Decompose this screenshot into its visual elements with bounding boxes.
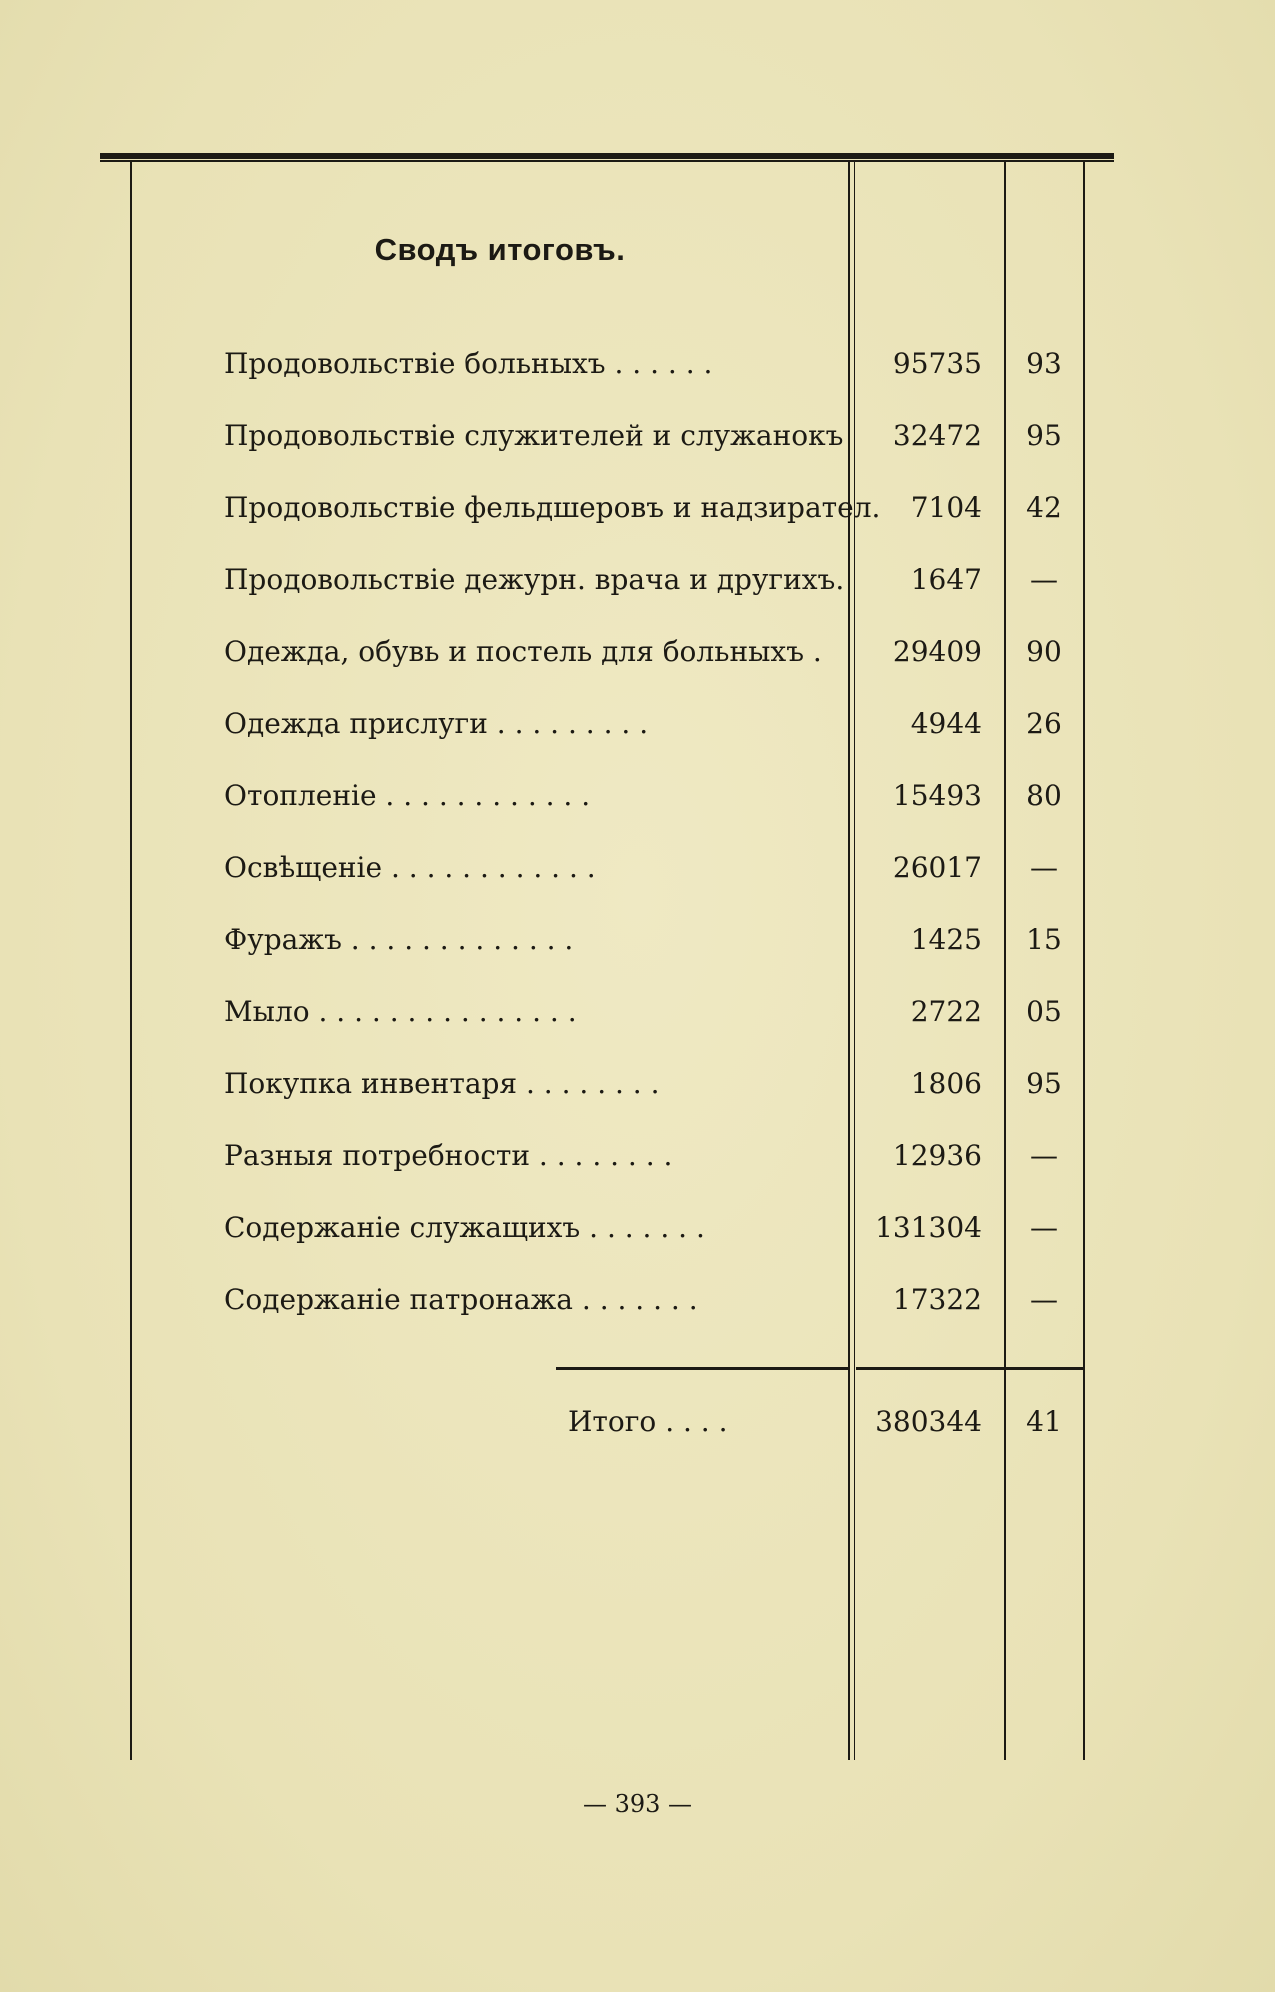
table-row [0, 414, 1275, 458]
total-label: Итого . . . . [568, 1405, 728, 1438]
table-row [0, 342, 1275, 386]
row-label: Отопленіе . . . . . . . . . . . . [224, 779, 591, 812]
row-kopeks: 80 [1026, 779, 1062, 812]
row-kopeks: 95 [1026, 419, 1062, 452]
row-label: Фуражъ . . . . . . . . . . . . . [224, 923, 574, 956]
row-kopeks: — [1030, 1283, 1058, 1316]
row-label: Продовольствіе фельдшеровъ и надзирател. [224, 491, 881, 524]
row-label: Продовольствіе дежурн. врача и другихъ. [224, 563, 845, 596]
total-rule-rubles [556, 1367, 848, 1370]
row-label: Покупка инвентаря . . . . . . . . [224, 1067, 660, 1100]
row-kopeks: — [1030, 1211, 1058, 1244]
row-rubles: 4944 [910, 707, 982, 740]
table-row [0, 486, 1275, 530]
row-kopeks: — [1030, 1139, 1058, 1172]
table-row [0, 702, 1275, 746]
row-rubles: 95735 [892, 347, 982, 380]
table-row [0, 1134, 1275, 1178]
table-row [0, 774, 1275, 818]
table-row [0, 918, 1275, 962]
table-row [0, 558, 1275, 602]
row-label: Содержаніе служащихъ . . . . . . . [224, 1211, 705, 1244]
row-kopeks: 95 [1026, 1067, 1062, 1100]
row-rubles: 15493 [892, 779, 982, 812]
row-rubles: 26017 [892, 851, 982, 884]
table-row [0, 846, 1275, 890]
row-rubles: 1425 [910, 923, 982, 956]
table-row [0, 1278, 1275, 1322]
total-rule-rubles-cell [856, 1367, 1004, 1370]
row-kopeks: — [1030, 563, 1058, 596]
row-label: Продовольствіе больныхъ . . . . . . [224, 347, 713, 380]
row-kopeks: 15 [1026, 923, 1062, 956]
row-label: Освѣщеніе . . . . . . . . . . . . [224, 851, 596, 884]
row-label: Содержаніе патронажа . . . . . . . [224, 1283, 698, 1316]
row-kopeks: 93 [1026, 347, 1062, 380]
row-rubles: 1806 [910, 1067, 982, 1100]
table-top-rule [100, 153, 1114, 162]
table-row [0, 1206, 1275, 1250]
row-kopeks: 26 [1026, 707, 1062, 740]
row-label: Одежда прислуги . . . . . . . . . [224, 707, 649, 740]
table-row [0, 630, 1275, 674]
total-rule-kopeks [1006, 1367, 1083, 1370]
table-row [0, 990, 1275, 1034]
row-rubles: 7104 [910, 491, 982, 524]
row-rubles: 29409 [892, 635, 982, 668]
row-rubles: 131304 [875, 1211, 982, 1244]
row-kopeks: 42 [1026, 491, 1062, 524]
total-row [0, 1400, 1275, 1444]
page-number: — 393 — [582, 1790, 693, 1818]
row-rubles: 2722 [910, 995, 982, 1028]
table-row [0, 1062, 1275, 1106]
row-kopeks: — [1030, 851, 1058, 884]
row-kopeks: 90 [1026, 635, 1062, 668]
row-label: Мыло . . . . . . . . . . . . . . . [224, 995, 577, 1028]
row-label: Разныя потребности . . . . . . . . [224, 1139, 673, 1172]
total-kopeks: 41 [1026, 1405, 1062, 1438]
row-label: Продовольствіе служителей и служанокъ [224, 419, 844, 452]
row-rubles: 12936 [892, 1139, 982, 1172]
total-rubles: 380344 [875, 1405, 982, 1438]
row-kopeks: 05 [1026, 995, 1062, 1028]
row-label: Одежда, обувь и постель для больныхъ . [224, 635, 822, 668]
row-rubles: 32472 [892, 419, 982, 452]
page-title: Сводъ итоговъ. [374, 232, 626, 267]
row-rubles: 17322 [892, 1283, 982, 1316]
row-rubles: 1647 [910, 563, 982, 596]
